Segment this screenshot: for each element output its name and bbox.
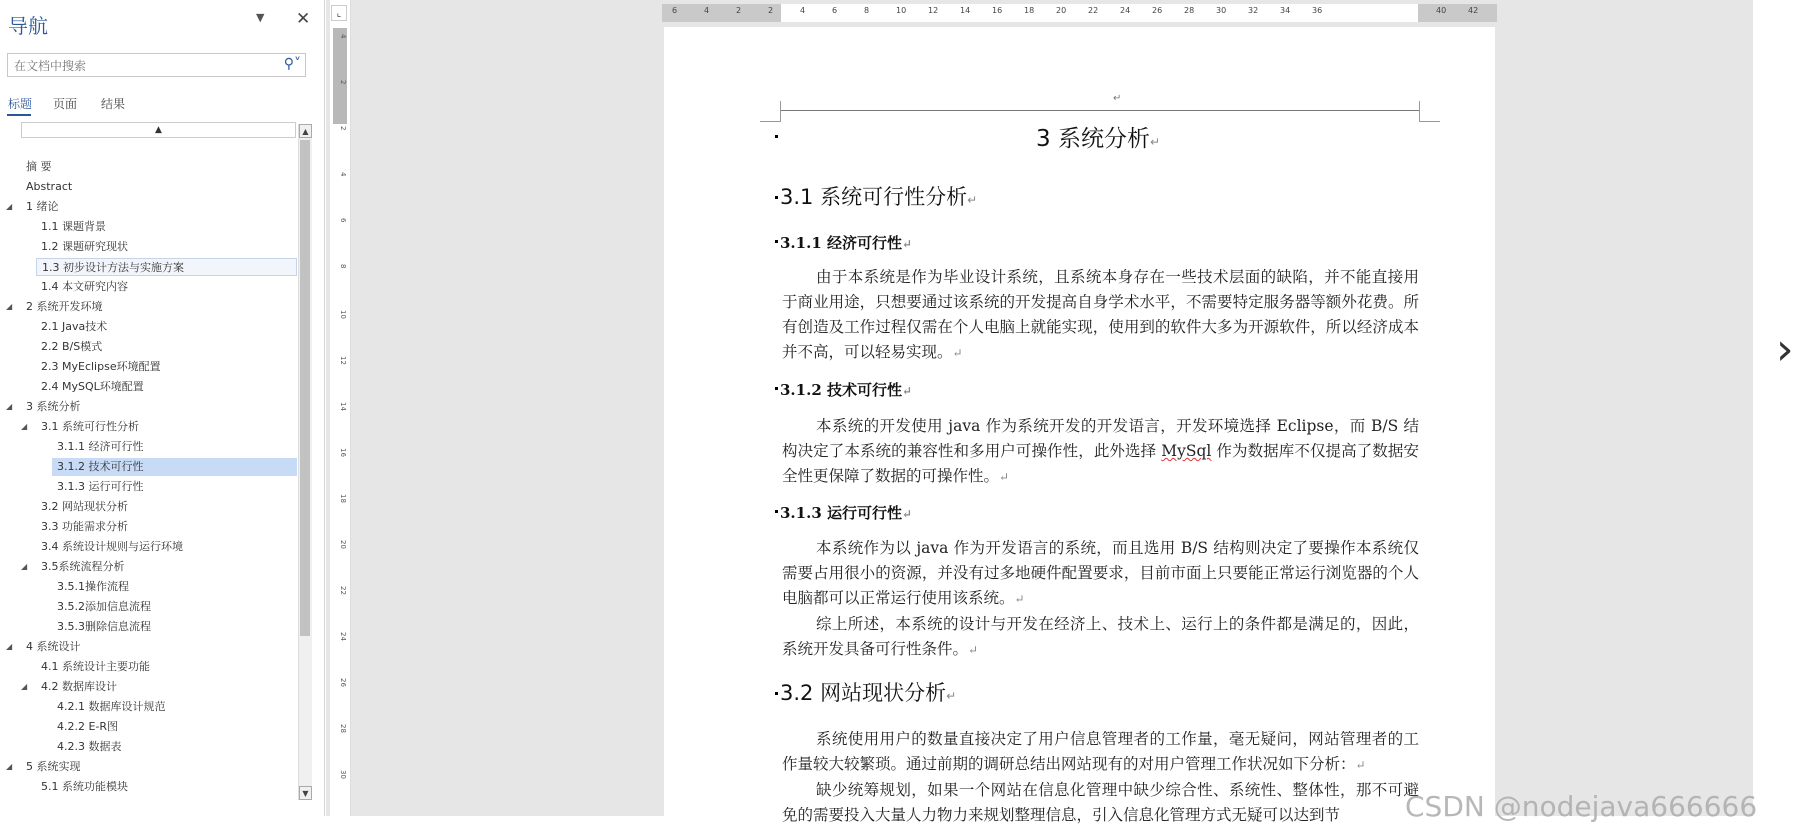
nav-heading-item[interactable] bbox=[21, 178, 297, 196]
ruler-tick-label: 14 bbox=[339, 402, 347, 411]
ruler-tick-label: 26 bbox=[1152, 6, 1163, 15]
nav-heading-item[interactable] bbox=[52, 458, 297, 476]
nav-scrollbar[interactable] bbox=[298, 124, 312, 800]
scroll-thumb[interactable] bbox=[300, 140, 310, 636]
nav-heading-item[interactable] bbox=[36, 778, 297, 796]
expand-triangle-icon[interactable]: ◢ bbox=[6, 402, 13, 411]
nav-heading-item[interactable] bbox=[36, 318, 297, 336]
nav-heading-label: 4.2.2 E-R图 bbox=[57, 720, 119, 733]
watermark: CSDN @nodejava666666 bbox=[1405, 790, 1758, 823]
ruler-tick-label: 12 bbox=[339, 356, 347, 365]
nav-heading-label: 3.1 系统可行性分析 bbox=[41, 420, 139, 433]
nav-heading-item[interactable] bbox=[21, 418, 297, 436]
paragraph-technical-feasibility[interactable]: 本系统的开发使用 java 作为系统开发的开发语言，开发环境选择 Eclipse，而 B/S 结构决定了本系统的兼容性和多用户可操作性，此外选择 MySql 作为数据库不仅提高了数据安全性更保障了数据的可操作性。↵ bbox=[782, 417, 1419, 485]
nav-heading-item[interactable] bbox=[36, 518, 297, 536]
paragraph-operational-feasibility[interactable]: 本系统作为以 java 作为开发语言的系统，而且选用 B/S 结构则决定了要操作本系统仅需要占用很小的资源，并没有过多地硬件配置要求，目前市面上只要能正常运行浏览器的个人电脑都可以正常运行使用该系统。↵ 综上所述，本系统的设计与开发在经济上、技术上、运行上的条件都是满足的，因此，系统开发具备可行性条件。↵ bbox=[782, 539, 1419, 658]
nav-heading-label: 3.3 功能需求分析 bbox=[41, 520, 128, 533]
nav-heading-item[interactable] bbox=[36, 218, 297, 236]
collapse-all-button[interactable]: ▲ bbox=[21, 122, 296, 138]
nav-heading-item[interactable] bbox=[36, 338, 297, 356]
nav-heading-item[interactable] bbox=[21, 678, 297, 696]
nav-heading-item[interactable] bbox=[36, 658, 297, 676]
nav-heading-label: 3 系统分析 bbox=[26, 400, 81, 413]
expand-triangle-icon[interactable]: ◢ bbox=[21, 682, 28, 691]
section-heading-3-1-1[interactable]: 3.1.1 经济可行性↵ bbox=[780, 234, 913, 252]
nav-heading-label: 1.4 本文研究内容 bbox=[41, 280, 128, 293]
ruler-tick-label: 20 bbox=[1056, 6, 1067, 15]
ruler-tick-label: 16 bbox=[339, 448, 347, 457]
nav-heading-item[interactable] bbox=[36, 358, 297, 376]
nav-heading-item[interactable] bbox=[52, 578, 297, 596]
nav-heading-item[interactable] bbox=[36, 278, 297, 296]
crop-mark-right bbox=[1419, 101, 1440, 122]
paragraph-economic-feasibility[interactable]: 由于本系统是作为毕业设计系统，且系统本身存在一些技术层面的缺陷，并不能直接用于商业用途，只想要通过该系统的开发提高自身学术水平，不需要特定服务器等额外花费。所有创造及工作过程仅需在个人电脑上就能实现，使用到的软件大多为开源软件，所以经济成本并不高，可以轻易实现。↵ bbox=[782, 268, 1419, 361]
header-paragraph-mark: ↵ bbox=[1113, 93, 1122, 104]
nav-heading-label: 2.3 MyEclipse环境配置 bbox=[41, 360, 161, 373]
crop-mark-left bbox=[760, 101, 781, 122]
nav-title: 导航 bbox=[8, 14, 48, 38]
nav-heading-item[interactable] bbox=[21, 558, 297, 576]
nav-heading-item[interactable] bbox=[52, 478, 297, 496]
nav-heading-label: 1 绪论 bbox=[26, 200, 59, 213]
nav-heading-item[interactable] bbox=[52, 698, 297, 716]
nav-heading-label: 2 系统开发环境 bbox=[26, 300, 103, 313]
scroll-up-arrow-icon[interactable]: ▲ bbox=[299, 124, 312, 138]
ruler-tick-label: 24 bbox=[339, 632, 347, 641]
chapter-heading[interactable]: 3 系统分析↵ bbox=[1036, 126, 1161, 152]
ruler-tick-label: 22 bbox=[339, 586, 347, 595]
ruler-tick-label: 6 bbox=[672, 6, 678, 15]
close-icon[interactable]: ✕ bbox=[296, 9, 311, 29]
heading-marker bbox=[775, 692, 778, 695]
heading-marker bbox=[775, 510, 778, 513]
nav-heading-item[interactable] bbox=[6, 638, 297, 656]
nav-heading-label: 2.4 MySQL环境配置 bbox=[41, 380, 144, 393]
nav-heading-item[interactable] bbox=[36, 538, 297, 556]
nav-heading-label: 4.1 系统设计主要功能 bbox=[41, 660, 150, 673]
nav-heading-label: 3.1.3 运行可行性 bbox=[57, 480, 144, 493]
nav-heading-item[interactable] bbox=[36, 498, 297, 516]
nav-heading-item[interactable] bbox=[52, 438, 297, 456]
tab-results[interactable]: 结果 bbox=[101, 97, 126, 111]
ruler-tick-label: 2 bbox=[768, 6, 774, 15]
active-tab-indicator bbox=[7, 114, 31, 116]
search-icon[interactable]: ⚲˅ bbox=[283, 56, 301, 72]
nav-heading-item[interactable] bbox=[6, 198, 297, 216]
search-input[interactable] bbox=[7, 53, 306, 77]
tab-pages[interactable]: 页面 bbox=[53, 97, 78, 111]
nav-heading-label: 3.4 系统设计规则与运行环境 bbox=[41, 540, 183, 553]
section-heading-3-1-3[interactable]: 3.1.3 运行可行性↵ bbox=[780, 504, 913, 522]
ruler-tick-label: 30 bbox=[339, 770, 347, 779]
nav-heading-item[interactable] bbox=[36, 258, 297, 276]
expand-triangle-icon[interactable]: ◢ bbox=[21, 422, 28, 431]
ruler-tick-label: 16 bbox=[992, 6, 1003, 15]
tab-selector-icon[interactable]: ⌞ bbox=[331, 5, 347, 21]
nav-heading-item[interactable] bbox=[6, 758, 297, 776]
nav-heading-item[interactable] bbox=[36, 378, 297, 396]
nav-heading-item[interactable] bbox=[52, 718, 297, 736]
ruler-tick-label: 10 bbox=[896, 6, 907, 15]
ruler-tick-label: 28 bbox=[339, 724, 347, 733]
nav-heading-label: 2.2 B/S模式 bbox=[41, 340, 103, 353]
nav-heading-item[interactable] bbox=[6, 398, 297, 416]
ruler-tick-label: 14 bbox=[960, 6, 971, 15]
ruler-tick-label: 2 bbox=[736, 6, 742, 15]
ruler-tick-label: 28 bbox=[1184, 6, 1195, 15]
ruler-tick-label: 8 bbox=[864, 6, 870, 15]
nav-heading-label: 3.1.1 经济可行性 bbox=[57, 440, 144, 453]
spelling-flag-mysql: MySql bbox=[1161, 442, 1212, 460]
ruler-tick-label: 18 bbox=[1024, 6, 1035, 15]
heading-marker bbox=[775, 196, 778, 199]
ruler-tick-label: 10 bbox=[339, 310, 347, 319]
nav-heading-item[interactable] bbox=[52, 618, 297, 636]
nav-heading-label: 5.1 系统功能模块 bbox=[41, 780, 128, 793]
nav-heading-label: 4 系统设计 bbox=[26, 640, 81, 653]
nav-heading-label: 2.1 Java技术 bbox=[41, 320, 108, 333]
vertical-ruler-margin bbox=[333, 28, 347, 124]
nav-heading-label: 4.2.1 数据库设计规范 bbox=[57, 700, 166, 713]
nav-heading-label: 4.2 数据库设计 bbox=[41, 680, 117, 693]
paragraph-site-status[interactable]: 系统使用用户的数量直接决定了用户信息管理者的工作量，毫无疑问，网站管理者的工作量较大较繁琐。通过前期的调研总结出网站现有的对用户管理工作状况如下分析：↵ 缺少统筹规划，如果一个网站在信息化管理中缺少综合性、系统性、整体性，那不可避免的需要投入大量人力物力来规划整理信息，引入信息化管理方式无疑可以达到节 bbox=[782, 730, 1419, 824]
ruler-tick-label: 20 bbox=[339, 540, 347, 549]
nav-options-dropdown-icon[interactable]: ▼ bbox=[256, 11, 265, 24]
header-divider bbox=[781, 110, 1419, 111]
search-placeholder: 在文档中搜索 bbox=[14, 59, 87, 73]
ruler-tick-label: 6 bbox=[832, 6, 838, 15]
section-heading-3-1-2[interactable]: 3.1.2 技术可行性↵ bbox=[780, 381, 913, 399]
ruler-tick-label: 40 bbox=[1436, 6, 1447, 15]
ruler-tick-label: 42 bbox=[1468, 6, 1479, 15]
nav-heading-label: 3.5.3删除信息流程 bbox=[57, 620, 151, 633]
nav-heading-label: 5 系统实现 bbox=[26, 760, 81, 773]
heading-marker bbox=[775, 135, 778, 138]
horizontal-ruler-text-area bbox=[781, 4, 1418, 22]
nav-heading-item[interactable] bbox=[21, 158, 297, 176]
ruler-tick-label: 4 bbox=[339, 34, 347, 39]
nav-heading-label: Abstract bbox=[26, 180, 73, 193]
nav-heading-label: 3.5.1操作流程 bbox=[57, 580, 129, 593]
expand-triangle-icon[interactable]: ◢ bbox=[6, 762, 13, 771]
nav-heading-label: 摘 要 bbox=[26, 160, 52, 173]
nav-heading-label: 4.2.3 数据表 bbox=[57, 740, 122, 753]
ruler-tick-label: 4 bbox=[800, 6, 806, 15]
nav-heading-label: 3.2 网站现状分析 bbox=[41, 500, 128, 513]
ruler-tick-label: 2 bbox=[339, 126, 347, 131]
section-heading-3-1[interactable]: 3.1 系统可行性分析↵ bbox=[780, 185, 978, 209]
ruler-tick-label: 34 bbox=[1280, 6, 1291, 15]
ruler-tick-label: 36 bbox=[1312, 6, 1323, 15]
ruler-tick-label: 32 bbox=[1248, 6, 1259, 15]
nav-heading-item[interactable] bbox=[52, 738, 297, 756]
navigation-pane bbox=[0, 0, 325, 816]
ruler-tick-label: 8 bbox=[339, 264, 347, 269]
ruler-tick-label: 4 bbox=[704, 6, 710, 15]
nav-heading-label: 3.5.2添加信息流程 bbox=[57, 600, 151, 613]
expand-triangle-icon[interactable]: ◢ bbox=[6, 202, 13, 211]
ruler-tick-label: 22 bbox=[1088, 6, 1099, 15]
ruler-tick-label: 26 bbox=[339, 678, 347, 687]
scroll-down-arrow-icon[interactable]: ▼ bbox=[299, 786, 312, 800]
nav-heading-label: 3.1.2 技术可行性 bbox=[57, 460, 144, 473]
nav-heading-label: 1.3 初步设计方法与实施方案 bbox=[42, 261, 184, 274]
heading-marker bbox=[775, 240, 778, 243]
section-heading-3-2[interactable]: 3.2 网站现状分析↵ bbox=[780, 681, 957, 705]
ruler-tick-label: 12 bbox=[928, 6, 939, 15]
nav-heading-label: 1.2 课题研究现状 bbox=[41, 240, 128, 253]
nav-heading-label: 1.1 课题背景 bbox=[41, 220, 106, 233]
ruler-tick-label: 6 bbox=[339, 218, 347, 223]
ruler-tick-label: 18 bbox=[339, 494, 347, 503]
ruler-tick-label: 4 bbox=[339, 172, 347, 177]
nav-heading-item[interactable] bbox=[6, 298, 297, 316]
ruler-tick-label: 24 bbox=[1120, 6, 1131, 15]
nav-heading-label: 3.5系统流程分析 bbox=[41, 560, 125, 573]
expand-triangle-icon[interactable]: ◢ bbox=[6, 302, 13, 311]
nav-heading-item[interactable] bbox=[36, 238, 297, 256]
nav-heading-item[interactable] bbox=[52, 598, 297, 616]
tab-headings[interactable]: 标题 bbox=[8, 97, 33, 111]
heading-marker bbox=[775, 387, 778, 390]
ruler-tick-label: 30 bbox=[1216, 6, 1227, 15]
expand-triangle-icon[interactable]: ◢ bbox=[6, 642, 13, 651]
chevron-right-icon[interactable]: › bbox=[1776, 324, 1794, 375]
ruler-tick-label: 2 bbox=[339, 80, 347, 85]
expand-triangle-icon[interactable]: ◢ bbox=[21, 562, 28, 571]
